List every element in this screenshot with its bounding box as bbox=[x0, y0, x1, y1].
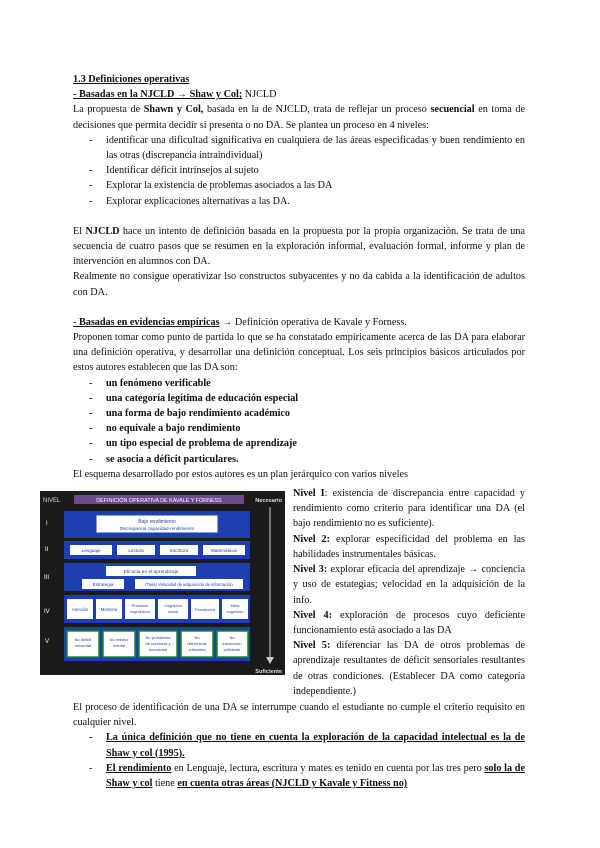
row4-item: Atención bbox=[71, 607, 89, 613]
row4-item: Percepción bbox=[194, 607, 216, 613]
row3b-item: Estrategia bbox=[92, 582, 114, 588]
level-2: Nivel 2: explorar especificidad del problema en las habilidades instrumentales básicas. bbox=[293, 533, 525, 560]
list-item: - se asocia a déficit particulares. bbox=[73, 452, 525, 467]
list-item: - identificar una dificultad significativa en cualquiera de las áreas especificadas y buen rendimiento en las otras (discrepancia intraindividual) bbox=[73, 133, 525, 163]
level-5: Nivel 5: diferenciar las DA de otros problemas de aprendizaje resultantes de déficit sensoriales resultantes de otras condiciones. (Establecer DA como categoría independiente.) bbox=[293, 640, 525, 697]
list-item: - La única definición que no tiene en cuenta la exploración de la capacidad intelectual es la de Shaw y col (1995). bbox=[73, 730, 525, 760]
shaw-levels-list bbox=[73, 133, 525, 209]
box1-line1: Bajo rendimiento bbox=[138, 519, 176, 526]
list-item: - Identificar déficit intrínsejos al sujeto bbox=[73, 163, 525, 178]
paragraph-njcld-critique: Realmente no consigue operativizar lso constructos subyacentes y no da cabida a la identificación de adultos con DA. bbox=[73, 271, 525, 298]
paragraph-kavale: Proponen tomar como punto de partida lo que se ha constatado empíricamente acerca de las DA para elaborar una definición operativa, y desarrollar una definición conceptual. Los seis principios básicos articulados por estos autores establecen que las DA son: bbox=[73, 332, 525, 374]
subheading-empirical: - Basadas en evidencias empíricas → Definición operativa de Kavale y Forness. bbox=[73, 316, 407, 328]
level-4: Nivel 4: exploración de procesos cuyo deficiente funcionamiento está asociado a las DA bbox=[293, 609, 525, 636]
list-item: - un fenómeno verificable bbox=[73, 376, 525, 391]
row4-item: cognición bbox=[226, 609, 244, 615]
kavale-forness-diagram bbox=[40, 491, 285, 675]
row4-item: Meta bbox=[230, 603, 240, 609]
row4-item: Procesos bbox=[131, 603, 149, 609]
row2-item: Lenguaje bbox=[81, 548, 101, 554]
row4-item: Cognición bbox=[164, 603, 182, 609]
list-item: - Explorar explicaciones alternativas a las DA. bbox=[73, 194, 525, 209]
row4-item: social bbox=[167, 609, 179, 615]
list-item: - Explorar la existencia de problemas asociados a las DA bbox=[73, 178, 525, 193]
row2-item: Lectura bbox=[128, 548, 144, 554]
roman-4: IV bbox=[44, 609, 50, 616]
document-page bbox=[43, 72, 526, 791]
row4-item: lingüísticos bbox=[130, 609, 150, 615]
header-mid: DEFINICIÓN OPERATIVA DE KAVALE Y FORNESS bbox=[96, 498, 222, 505]
list-item: - no equivale a bajo rendimiento bbox=[73, 421, 525, 436]
list-item: - una categoría legítima de educación especial bbox=[73, 391, 525, 406]
row5-item: No diferencias culturales bbox=[187, 635, 207, 653]
row3b-item: (Tasa) Velocidad de adquisición de información bbox=[145, 582, 233, 588]
subheading-njcld: - Basadas en la NJCLD → Shaw y Col; NJCLD bbox=[73, 89, 277, 101]
figure-row bbox=[43, 486, 526, 698]
paragraph-identification: El proceso de identificación de una DA se interrumpe cuando el estudiante no cumple el criterio requisito en cualquier nivel. bbox=[73, 702, 525, 729]
list-item: - una forma de bajo rendimiento académico bbox=[73, 406, 525, 421]
row4-item: Memoria bbox=[100, 607, 118, 613]
list-item: - un tipo especial de problema de aprendizaje bbox=[73, 436, 525, 451]
level-1: Nivel I: existencia de discrepancia entre capacidad y rendimiento como criterio para identificar una DA (el bajo rendimiento no es suficiente). bbox=[293, 488, 525, 530]
header-left: NIVEL bbox=[43, 498, 61, 505]
row5-item: No instrucción suficiente bbox=[222, 635, 242, 653]
levels-description bbox=[293, 486, 525, 699]
section-heading: 1.3 Definiciones operativas bbox=[73, 74, 190, 85]
roman-2: II bbox=[45, 547, 49, 554]
footer-right: Suficiente bbox=[255, 669, 282, 676]
list-item: - El rendimiento en Lenguaje, lectura, escritura y mates es tenido en cuenta por las tres pero solo la de Shaw y col tiene en cuenta otras áreas (NJCLD y Kavale y Fitness no) bbox=[73, 761, 525, 791]
level-3: Nivel 3: explorar eficacia del aprendizaje → conciencia y uso de estategias; velocidad en la adquisición de la info. bbox=[293, 564, 526, 606]
roman-1: I bbox=[46, 521, 48, 528]
roman-3: III bbox=[44, 575, 50, 582]
conclusions-list bbox=[73, 730, 525, 791]
roman-5: V bbox=[45, 639, 50, 646]
paragraph-njcld: El NJCLD hace un intento de definición basada en la propuesta por la propia organización. Se trata de una secuencia de cuatro pasos que se resumen en la exploración informal, evaluación formal, informe y plan de intervención en alumnos con DA. bbox=[73, 225, 526, 268]
principles-list bbox=[73, 376, 525, 467]
header-right: Necesario bbox=[255, 498, 282, 505]
paragraph-scheme: El esquema desarrollado por estos autores es un plan jerárquico con varios niveles bbox=[73, 468, 408, 480]
row2-item: Escritura bbox=[169, 548, 189, 554]
box3: Eficacia en el aprendizaje bbox=[123, 570, 179, 576]
row2-item: Matemáticas bbox=[210, 548, 238, 554]
box1-line2: Discrepancia capacidad-rendimiento bbox=[119, 526, 195, 532]
row5-item: No déficit sensorial bbox=[74, 637, 92, 649]
paragraph-shaw: La propuesta de Shawn y Col, basada en la de NJCLD, trata de reflejar un proceso secuencial en toma de decisiones que permita decidir si presenta o no DA. Se plantea un proceso en 4 niveles: bbox=[73, 104, 526, 131]
row5-item: No retraso mental bbox=[109, 637, 129, 649]
row5-item: No problemas de conducta y emocional bbox=[145, 635, 171, 653]
